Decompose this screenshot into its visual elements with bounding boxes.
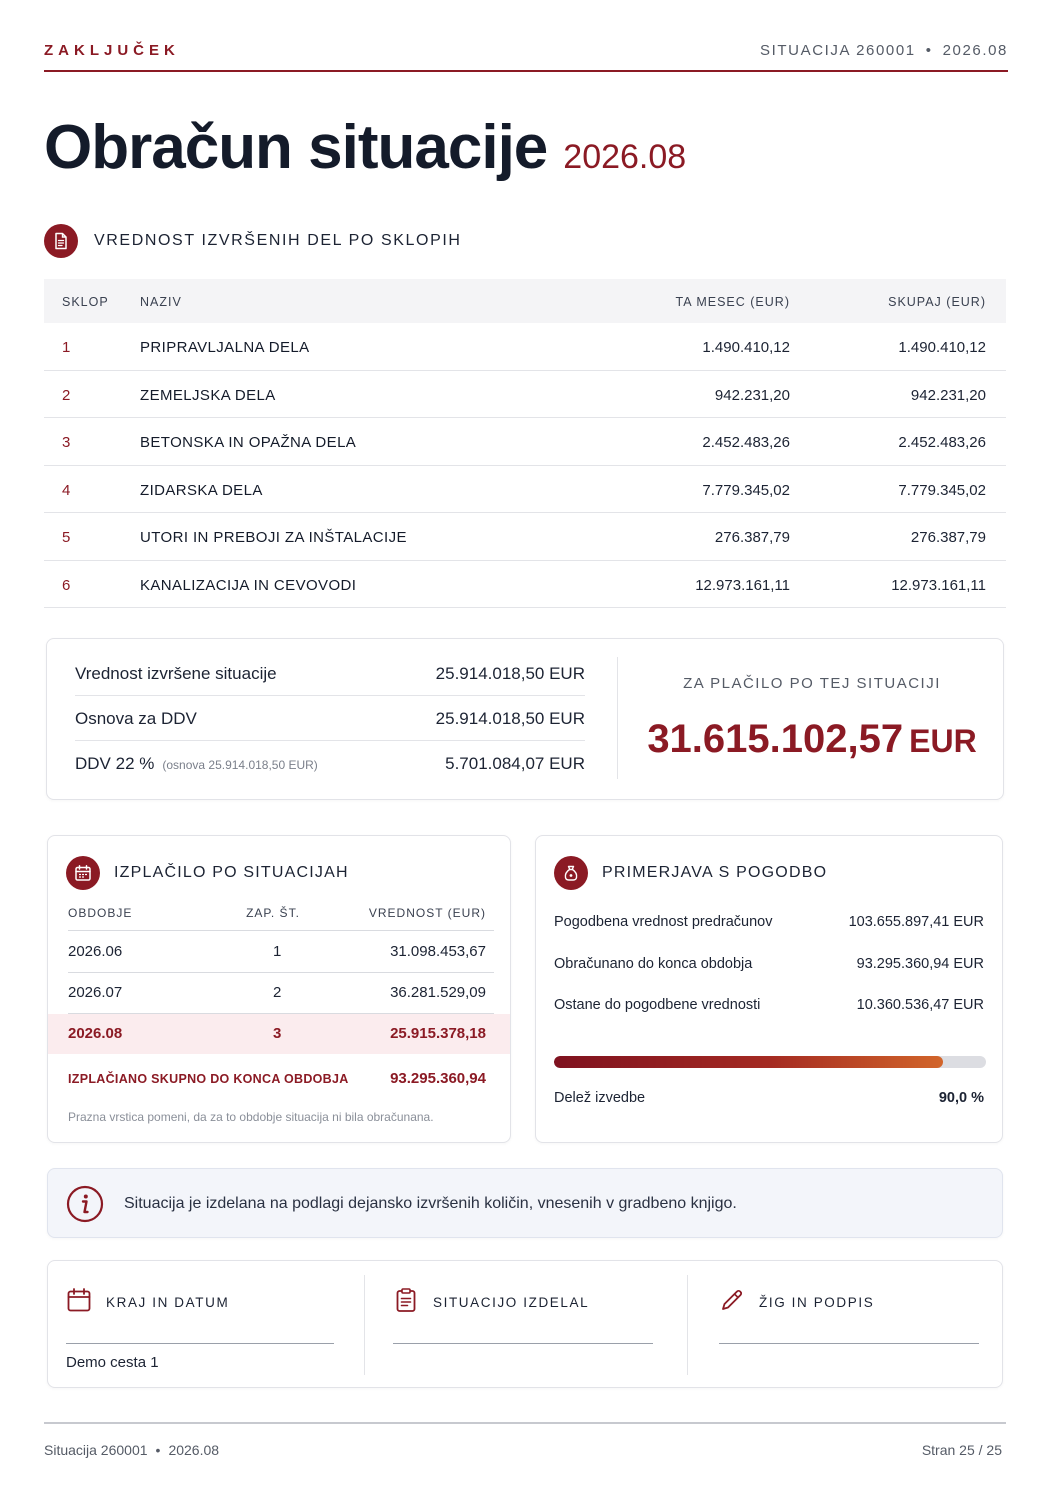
total-value: 93.295.360,94 (390, 1070, 486, 1087)
stamp-label: ŽIG IN PODPIS (759, 1295, 875, 1310)
works-heading: VREDNOST IZVRŠENIH DEL PO SKLOPIH (94, 232, 462, 249)
signature-card (47, 1260, 1003, 1388)
cell-sklop: 3 (62, 434, 71, 451)
calendar-icon (66, 856, 100, 890)
payment-currency: EUR (909, 723, 977, 759)
contract-heading: PRIMERJAVA S POGODBO (602, 864, 828, 881)
share-label: Delež izvedbe (554, 1090, 646, 1106)
vat-base-note: (osnova 25.914.018,50 EUR) (162, 758, 318, 772)
vat-label: DDV 22 % (75, 754, 155, 773)
works-table (44, 279, 1006, 608)
contract-row (554, 997, 984, 1013)
progress-bar (554, 1056, 986, 1068)
contract-value: 103.655.897,41 EUR (848, 914, 984, 930)
cell-period: 2026.08 (68, 1025, 123, 1042)
signature-line (719, 1343, 979, 1344)
divider (687, 1275, 688, 1375)
place-date-label: KRAJ IN DATUM (106, 1295, 230, 1310)
cell-sklop: 2 (62, 386, 71, 404)
stamp-heading (719, 1287, 874, 1318)
cell-skupaj: 276.387,79 (910, 529, 986, 546)
summary-label: Osnova za DDV (75, 709, 197, 728)
cell-sklop: 4 (62, 481, 71, 499)
divider (617, 657, 618, 779)
cell-naziv: BETONSKA IN OPAŽNA DELA (140, 434, 357, 451)
calendar-icon (66, 1287, 92, 1318)
cell-mesec: 2.452.483,26 (702, 434, 790, 451)
summary-value: 5.701.084,07 EUR (445, 754, 585, 773)
separator: • (925, 42, 933, 59)
payment-value: 31.615.102,57 (647, 717, 904, 761)
col-skupaj: SKUPAJ (EUR) (888, 295, 986, 309)
cell-sklop: 6 (62, 576, 71, 594)
summary-label: Vrednost izvršene situacije (75, 664, 277, 683)
contract-value: 10.360.536,47 EUR (856, 997, 984, 1013)
table-row (44, 561, 1006, 609)
contract-card (535, 835, 1003, 1143)
page-header (44, 40, 1008, 72)
cell-value: 36.281.529,09 (390, 984, 486, 1001)
payouts-card (47, 835, 511, 1143)
cell-skupaj: 12.973.161,11 (891, 576, 986, 594)
contract-value: 93.295.360,94 EUR (856, 956, 984, 972)
divider (68, 930, 494, 931)
footer-period: 2026.08 (168, 1442, 220, 1458)
page-footer (44, 1422, 1006, 1458)
info-icon (66, 1185, 104, 1228)
summary-row (75, 695, 585, 740)
doc-period: 2026.08 (942, 42, 1008, 59)
table-row (44, 371, 1006, 419)
footer-reference (44, 1442, 219, 1458)
cell-skupaj: 2.452.483,26 (898, 434, 986, 451)
payment-amount (619, 717, 1005, 762)
page-title (44, 112, 686, 183)
contract-heading-row (554, 856, 827, 890)
payouts-heading-row (66, 856, 349, 890)
cell-naziv: KANALIZACIJA IN CEVOVODI (140, 576, 357, 594)
cell-mesec: 276.387,79 (714, 529, 790, 546)
info-text: Situacija je izdelana na podlagi dejansko izvršenih količin, vnesenih v gradbeno knjigo. (124, 1195, 737, 1212)
col-naziv: NAZIV (140, 295, 182, 309)
cell-mesec: 942.231,20 (714, 386, 790, 404)
table-row: 2026.07 2 36.281.529,09 (68, 984, 486, 1001)
prepared-by-heading (393, 1287, 589, 1318)
cell-period: 2026.06 (68, 943, 123, 960)
signature-line (66, 1343, 334, 1344)
summary-label (75, 754, 318, 774)
document-icon (44, 224, 78, 258)
cell-naziv: ZEMELJSKA DELA (140, 386, 276, 404)
summary-row (75, 740, 585, 785)
page-number: Stran 25 / 25 (921, 1442, 1002, 1458)
doc-ref: SITUACIJA 260001 (760, 42, 916, 59)
divider (364, 1275, 365, 1375)
col-number: ZAP. ŠT. (246, 906, 300, 920)
table-row: 2026.06 1 31.098.453,67 (68, 943, 486, 960)
summary-value: 25.914.018,50 EUR (435, 709, 585, 728)
prepared-by-label: SITUACIJO IZDELAL (433, 1295, 590, 1310)
cell-sklop: 5 (62, 529, 71, 546)
share-value: 90,0 % (938, 1090, 984, 1106)
clipboard-icon (393, 1287, 419, 1318)
place-date-value: Demo cesta 1 (66, 1354, 159, 1371)
cell-value: 25.915.378,18 (390, 1025, 486, 1042)
cell-value: 31.098.453,67 (390, 943, 486, 960)
table-row (44, 418, 1006, 466)
total-label: IZPLAČIANO SKUPNO DO KONCA OBDOBJA (68, 1072, 349, 1086)
cell-mesec: 12.973.161,11 (695, 576, 790, 594)
cell-period: 2026.07 (68, 984, 123, 1001)
works-section-heading (44, 224, 462, 258)
document-reference (760, 42, 1008, 59)
prepared-by-field (393, 1261, 653, 1389)
title-main: Obračun situacije (44, 113, 548, 182)
contract-label: Pogodbena vrednost predračunov (554, 914, 773, 930)
progress-fill (554, 1056, 943, 1068)
share-row (554, 1090, 984, 1106)
separator: • (155, 1442, 161, 1458)
contract-row (554, 956, 984, 972)
table-header (44, 279, 1006, 323)
place-date-field (66, 1261, 334, 1389)
money-bag-icon (554, 856, 588, 890)
place-date-heading (66, 1287, 229, 1318)
contract-label: Ostane do pogodbene vrednosti (554, 997, 761, 1013)
section-label: ZAKLJUČEK (44, 42, 180, 59)
cell-skupaj: 7.779.345,02 (898, 481, 986, 499)
title-period: 2026.08 (563, 138, 687, 176)
cell-skupaj: 1.490.410,12 (898, 339, 986, 356)
payouts-footnote: Prazna vrstica pomeni, da za to obdobje situacija ni bila obračunana. (68, 1110, 434, 1124)
cell-naziv: UTORI IN PREBOJI ZA INŠTALACIJE (140, 529, 407, 546)
contract-label: Obračunano do konca obdobja (554, 956, 753, 972)
col-value: VREDNOST (EUR) (368, 906, 486, 920)
cell-naziv: ZIDARSKA DELA (140, 481, 263, 499)
col-period: OBDOBJE (68, 906, 133, 920)
cell-mesec: 7.779.345,02 (702, 481, 790, 499)
summary-card (46, 638, 1004, 800)
table-row (44, 466, 1006, 514)
payouts-total (68, 1072, 486, 1086)
pen-icon (719, 1287, 745, 1318)
contract-row (554, 914, 984, 930)
cell-sklop: 1 (62, 339, 71, 356)
col-sklop: SKLOP (62, 295, 109, 309)
signature-line (393, 1343, 653, 1344)
cell-mesec: 1.490.410,12 (702, 339, 790, 356)
payouts-heading: IZPLAČILO PO SITUACIJAH (114, 864, 349, 881)
table-row (44, 323, 1006, 371)
info-box (47, 1168, 1003, 1238)
cell-skupaj: 942.231,20 (910, 386, 986, 404)
summary-value: 25.914.018,50 EUR (435, 664, 585, 683)
summary-row (75, 650, 585, 695)
payment-label: ZA PLAČILO PO TEJ SITUACIJI (683, 675, 941, 692)
stamp-signature-field (719, 1261, 979, 1389)
current-period-row: 2026.08 3 25.915.378,18 (48, 1014, 510, 1054)
col-mesec: TA MESEC (EUR) (675, 295, 790, 309)
cell-naziv: PRIPRAVLJALNA DELA (140, 339, 310, 356)
table-row (44, 513, 1006, 561)
footer-doc-ref: Situacija 260001 (44, 1442, 148, 1458)
